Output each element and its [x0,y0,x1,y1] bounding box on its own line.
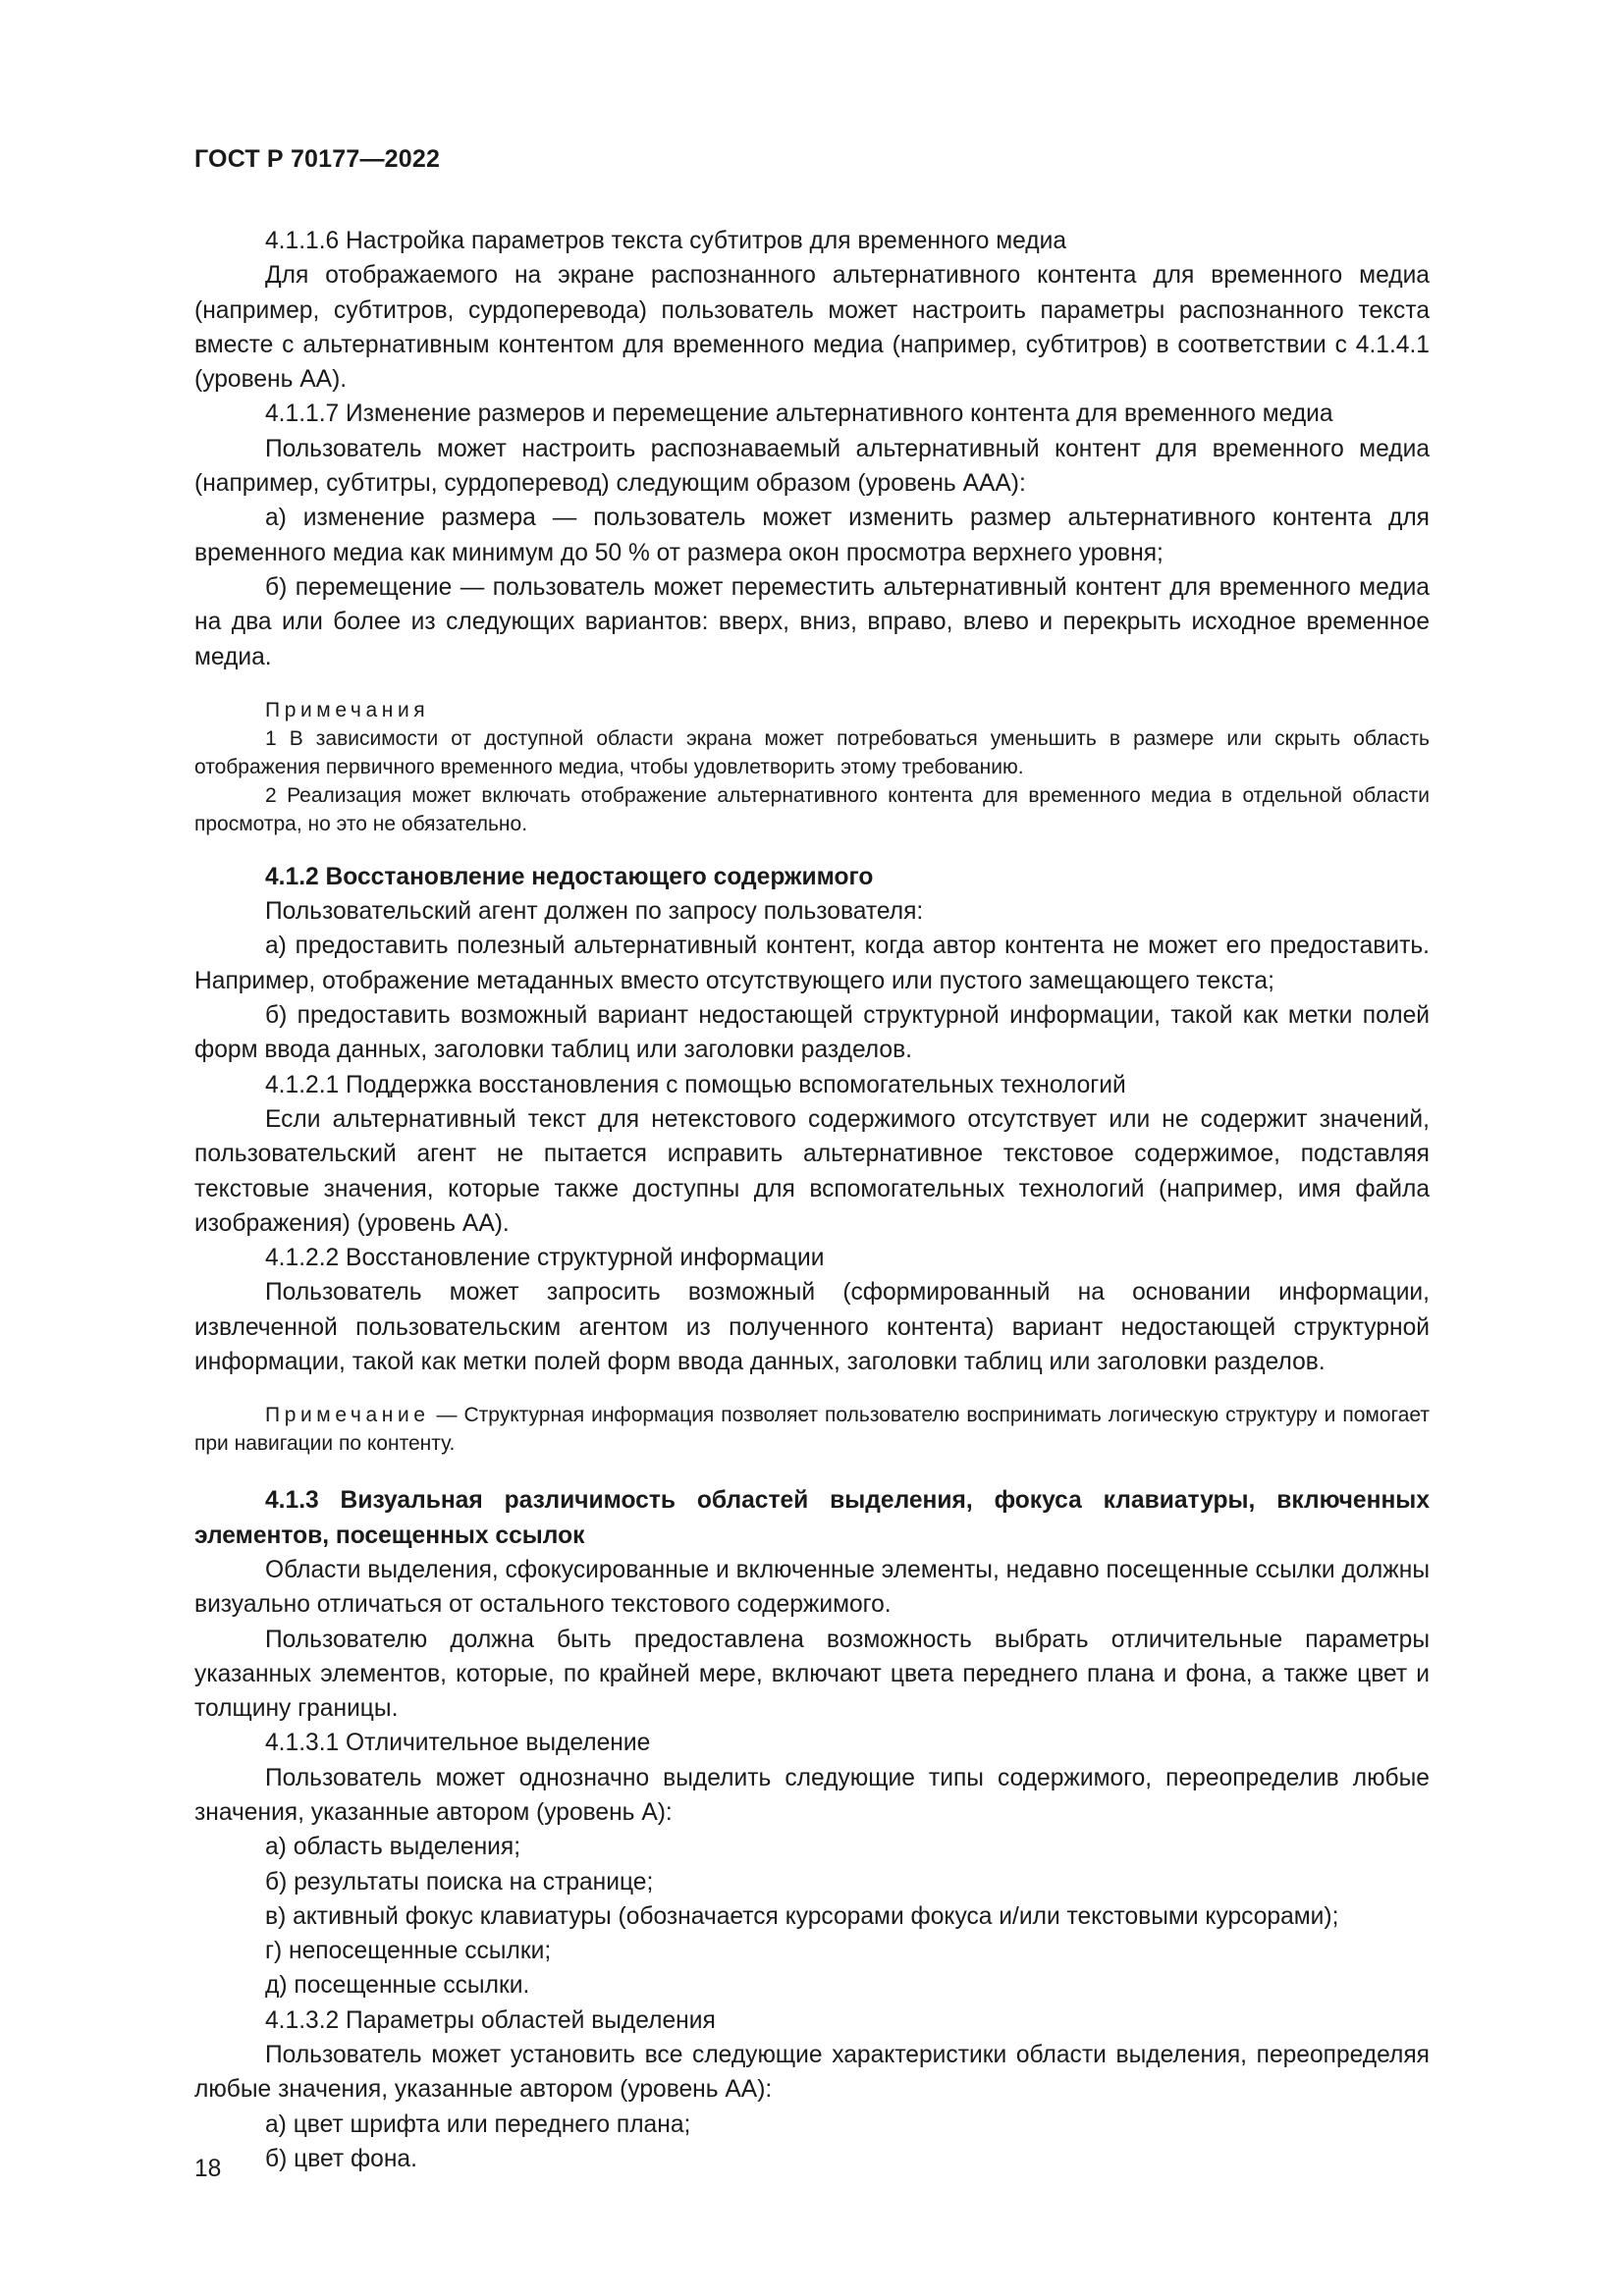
list-item: а) область выделения; [265,1834,521,1861]
list-item: а) изменение размера — пользователь может изменить размер альтернативного контента для временного медиа как минимум до 50 % от размера окон просмотра верхнего уровня; [194,505,1430,566]
list-item: б) результаты поиска на странице; [265,1868,654,1896]
paragraph: Если альтернативный текст для нетекстового содержимого отсутствует или не содержит значений, пользовательский агент не пытается исправить альтернативное текстовое содержимое, подставляя текстовые значения, которые также доступны для вспомогательных технологий (например, имя файла изображения) (уровень АА). [194,1105,1430,1237]
notes-block [194,696,1430,838]
document-body [194,224,1430,2176]
clause-4-1-1-7-title: 4.1.1.7 Изменение размеров и перемещение альтернативного контента для временного медиа [265,400,1333,428]
paragraph: Пользователю должна быть предоставлена возможность выбрать отличительные параметры указанных элементов, которые, по крайней мере, включают цвета переднего плана и фона, а также цвет и толщину границы. [194,1626,1430,1723]
note-label: Примечание [265,1404,430,1427]
note-block [194,1401,1430,1458]
list-item: б) перемещение — пользователь может переместить альтернативный контент для временного медиа на два или более из следующих вариантов: вверх, вниз, вправо, влево и перекрыть исходное временное медиа. [194,573,1430,670]
section-4-1-3-heading: 4.1.3 Визуальная различимость областей выделения, фокуса клавиатуры, включенных элементов, посещенных ссылок [194,1487,1430,1549]
list-item: б) цвет фона. [265,2145,417,2172]
note-item: 2 Реализация может включать отображение альтернативного контента для временного медиа в отдельной области просмотра, но это не обязательно. [194,783,1430,835]
clause-4-1-3-1-title: 4.1.3.1 Отличительное выделение [265,1730,651,1757]
paragraph: Пользователь может настроить распознаваемый альтернативный контент для временного медиа (например, субтитры, сурдоперевод) следующим образом (уровень ААА): [194,435,1430,498]
clause-4-1-3-2-title: 4.1.3.2 Параметры областей выделения [265,2006,716,2034]
note-item: 1 В зависимости от доступной области экрана может потребоваться уменьшить в размере или скрыть область отображения первичного временного медиа, чтобы удовлетворить этому требованию. [194,726,1430,778]
clause-4-1-2-1-title: 4.1.2.1 Поддержка восстановления с помощью вспомогательных технологий [265,1071,1126,1098]
list-item: г) непосещенные ссылки; [265,1938,552,1965]
list-item: а) предоставить полезный альтернативный контент, когда автор контента не может его предоставить. Например, отображение метаданных вместо отсутствующего или пустого замещающего текста; [194,933,1430,994]
notes-title: Примечания [265,698,430,721]
clause-4-1-1-6-title: 4.1.1.6 Настройка параметров текста субтитров для временного медиа [265,228,1067,254]
paragraph: Области выделения, сфокусированные и включенные элементы, недавно посещенные ссылки должны визуально отличаться от остального текстового содержимого. [194,1556,1430,1619]
paragraph: Пользователь может установить все следующие характеристики области выделения, переопределяя любые значения, указанные автором (уровень АА): [194,2042,1430,2104]
list-item: д) посещенные ссылки. [265,1972,530,2000]
paragraph: Пользовательский агент должен по запросу пользователя: [265,898,924,926]
paragraph: Пользователь может однозначно выделить следующие типы содержимого, переопределив любые значения, указанные автором (уровень А): [194,1764,1430,1826]
list-item: в) активный фокус клавиатуры (обозначается курсорами фокуса и/или текстовыми курсорами); [265,1902,1339,1930]
section-4-1-2-heading: 4.1.2 Восстановление недостающего содержимого [265,863,874,890]
page-number: 18 [194,2156,222,2182]
note-text: — Структурная информация позволяет пользователю воспринимать логическую структуру и помогает при навигации по контенту. [194,1404,1430,1456]
list-item: б) предоставить возможный вариант недостающей структурной информации, такой как метки полей форм ввода данных, заголовки таблиц или заголовки разделов. [194,1002,1430,1064]
paragraph: Для отображаемого на экране распознанного альтернативного контента для временного медиа (например, субтитров, сурдоперевода) пользователь может настроить параметры распознанного текста вместе с альтернативным контентом для временного медиа (например, субтитров) в соответствии с 4.1.4.1 (уровень АА). [194,262,1430,394]
note-item [194,1401,1430,1458]
paragraph: Пользователь может запросить возможный (сформированный на основании информации, извлеченной пользовательским агентом из полученного контента) вариант недостающей структурной информации, такой как метки полей форм ввода данных, заголовки таблиц или заголовки разделов. [194,1279,1430,1376]
clause-4-1-2-2-title: 4.1.2.2 Восстановление структурной информации [265,1245,825,1272]
list-item: а) цвет шрифта или переднего плана; [265,2110,691,2138]
document-header: ГОСТ Р 70177—2022 [194,145,441,173]
